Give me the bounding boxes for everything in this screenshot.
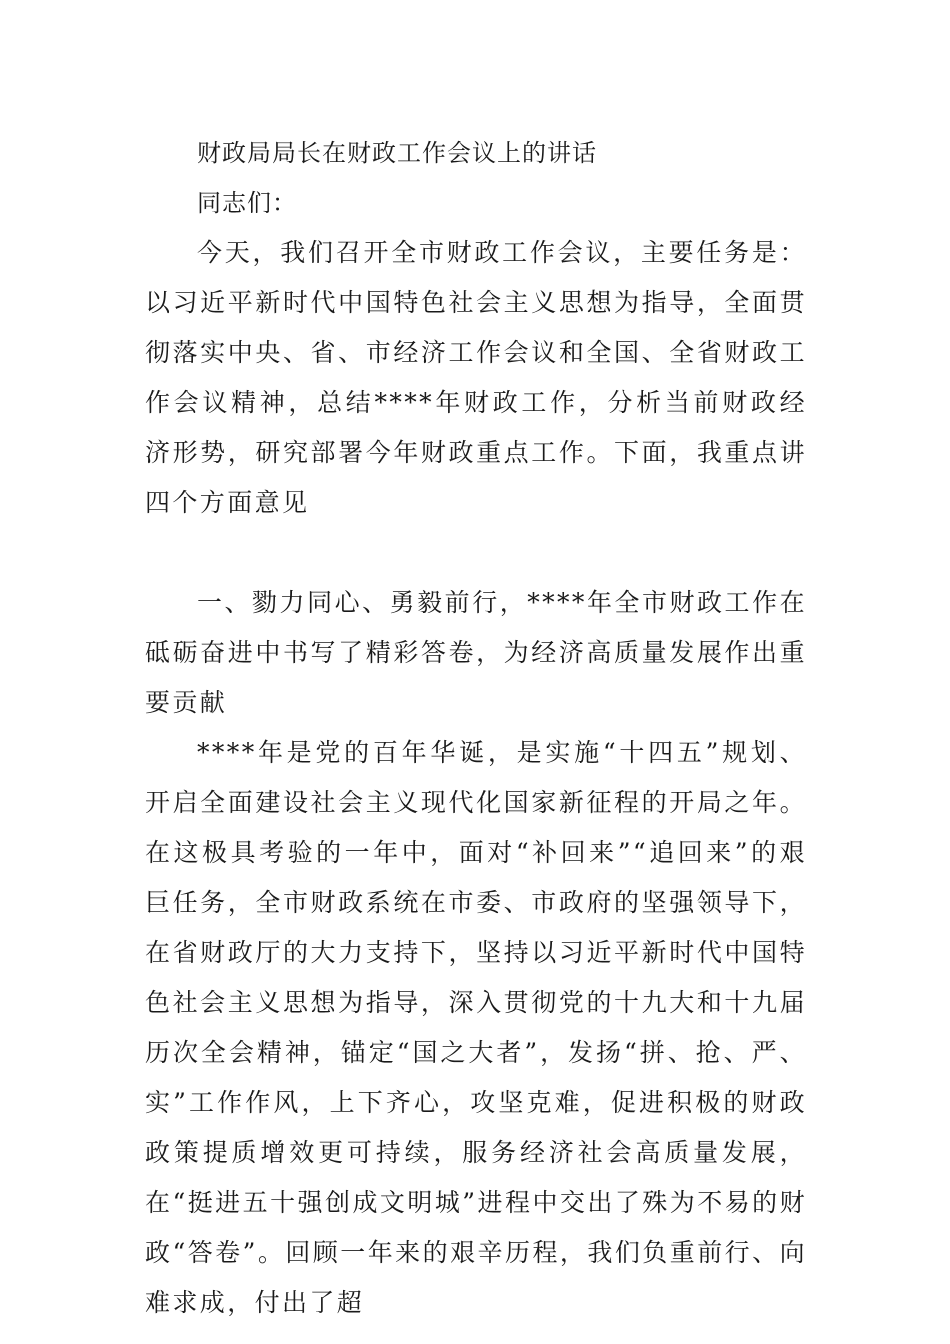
document-body: [145, 128, 807, 1328]
paragraph-review: ****年是党的百年华诞，是实施“十四五”规划、开启全面建设社会主义现代化国家新征程的开局之年。在这极具考验的一年中，面对“补回来”“追回来”的艰巨任务，全市财政系统在市委、市政府的坚强领导下，在省财政厅的大力支持下，坚持以习近平新时代中国特色社会主义思想为指导，深入贯彻党的十九大和十九届历次全会精神，锚定“国之大者”，发扬“拼、抢、严、实”工作作风，上下齐心，攻坚克难，促进积极的财政政策提质增效更可持续，服务经济社会高质量发展，在“挺进五十强创成文明城”进程中交出了殊为不易的财政“答卷”。回顾一年来的艰辛历程，我们负重前行、向难求成，付出了超: [145, 738, 807, 1317]
section-heading-one: 一、勠力同心、勇毅前行，****年全市财政工作在砥砺奋进中书写了精彩答卷，为经济高质量发展作出重要贡献: [145, 588, 807, 717]
paragraph-gap: [145, 528, 807, 578]
paragraph-intro: 今天，我们召开全市财政工作会议，主要任务是：以习近平新时代中国特色社会主义思想为指导，全面贯彻落实中央、省、市经济工作会议和全国、全省财政工作会议精神，总结****年财政工作，分析当前财政经济形势，研究部署今年财政重点工作。下面，我重点讲四个方面意见: [145, 238, 807, 517]
document-title: 财政局局长在财政工作会议上的讲话: [197, 139, 597, 167]
salutation: 同志们：: [197, 189, 297, 217]
